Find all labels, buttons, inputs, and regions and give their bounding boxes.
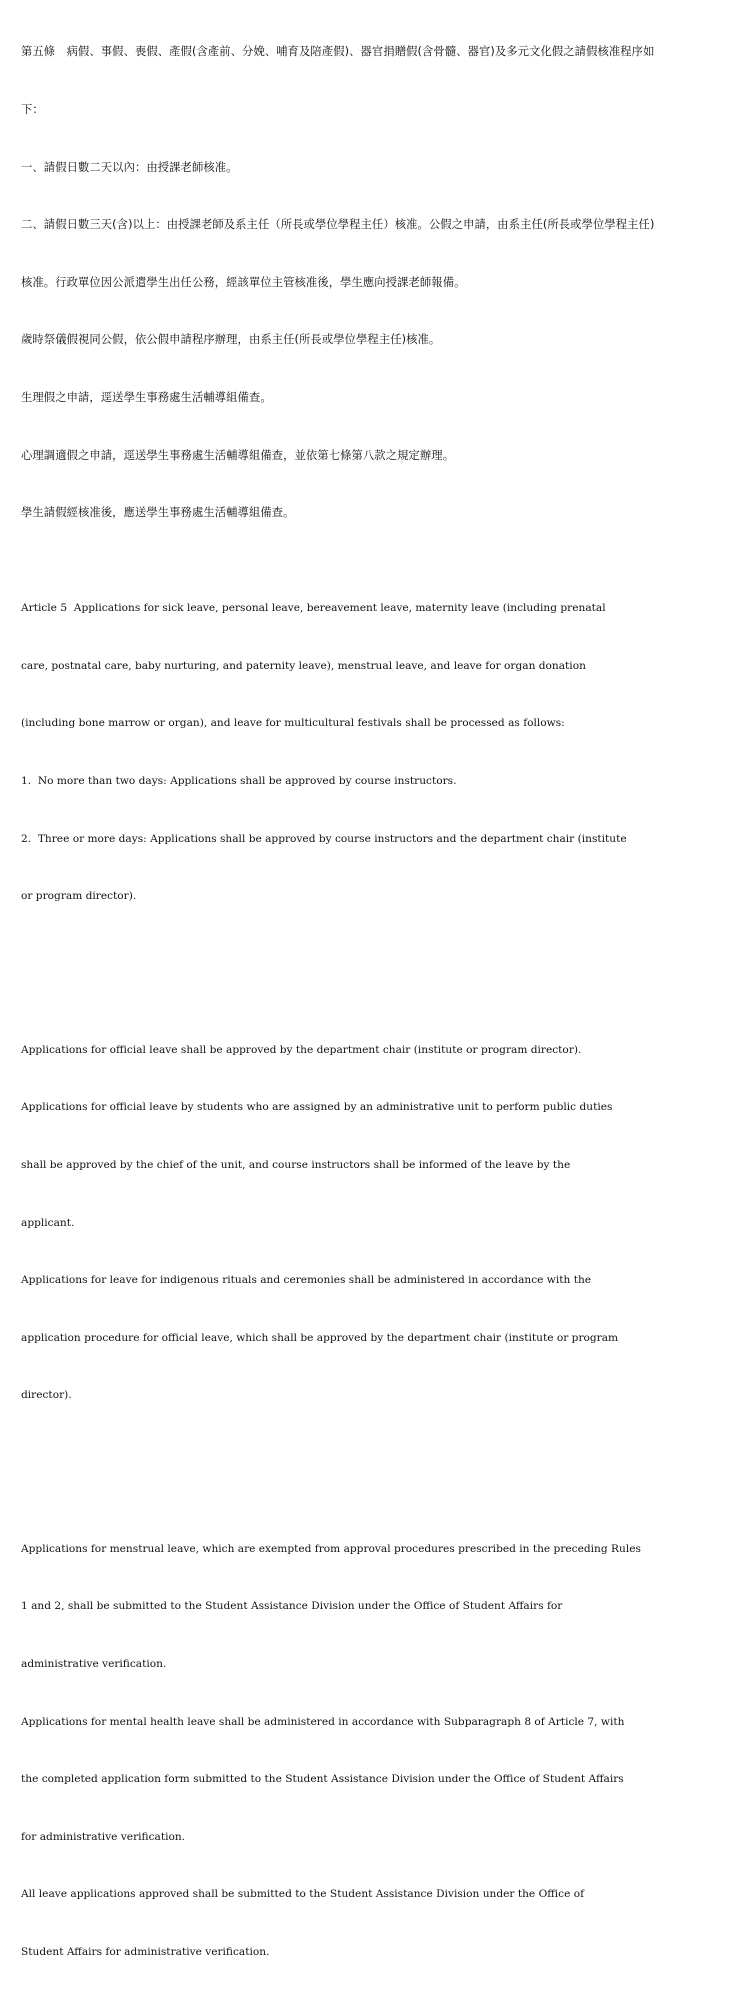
en-line: or program director).	[21, 890, 137, 903]
zh-line-heading-continued: 下：	[21, 103, 44, 116]
zh-line-approved-leave: 學生請假經核准後，應送學生事務處生活輔導組備查。	[21, 506, 295, 520]
english-article-text	[21, 561, 721, 2001]
en-line-official-leave: Applications for official leave shall be approved by the department chair (institute or program director).	[21, 1043, 582, 1056]
en-line-rule-1: 1. No more than two days: Applications shall be approved by course instructors.	[21, 774, 457, 787]
paragraph-gap	[21, 964, 721, 983]
chinese-article-text	[21, 4, 721, 561]
en-line-indigenous-rituals: Applications for leave for indigenous rituals and ceremonies shall be administered in accordance with the	[21, 1274, 592, 1287]
en-line: (including bone marrow or organ), and leave for multicultural festivals shall be processed as follows:	[21, 717, 565, 730]
document-body	[21, 4, 721, 2001]
paragraph-gap	[21, 1463, 721, 1482]
zh-line-rule-2-continued: 核准。行政單位因公派遣學生出任公務，經該單位主管核准後，學生應向授課老師報備。	[21, 275, 466, 289]
zh-line-article-heading: 第五條 病假、事假、喪假、產假(含產前、分娩、哺育及陪產假)、器官捐贈假(含骨髓、器官)及多元文化假之請假核准程序如	[21, 45, 655, 59]
en-line: application procedure for official leave, which shall be approved by the department chair (institute or program	[21, 1331, 619, 1344]
en-line: the completed application form submitted to the Student Assistance Division under the Office of Student Affairs	[21, 1773, 624, 1786]
en-line: care, postnatal care, baby nurturing, and paternity leave), menstrual leave, and leave for organ donation	[21, 659, 586, 672]
en-line: 1 and 2, shall be submitted to the Student Assistance Division under the Office of Student Affairs for	[21, 1600, 563, 1613]
en-line: applicant.	[21, 1216, 75, 1229]
zh-line-mental-health-leave: 心理調適假之申請，逕送學生事務處生活輔導組備查，並依第七條第八款之規定辦理。	[21, 448, 455, 462]
zh-line-rule-2: 二、請假日數三天(含)以上：由授課老師及系主任（所長或學位學程主任）核准。公假之申請，由系主任(所長或學位學程主任)	[21, 218, 655, 232]
zh-line-rule-1: 一、請假日數二天以內：由授課老師核准。	[21, 160, 238, 174]
en-line-rule-2: 2. Three or more days: Applications shall be approved by course instructors and the department chair (institute	[21, 832, 627, 845]
en-line: Student Affairs for administrative verification.	[21, 1946, 270, 1959]
en-line-mental-health-leave: Applications for mental health leave shall be administered in accordance with Subparagraph 8 of Article 7, with	[21, 1715, 625, 1728]
en-line: administrative verification.	[21, 1658, 167, 1671]
zh-line-menstrual-leave: 生理假之申請，逕送學生事務處生活輔導組備查。	[21, 390, 272, 404]
en-line-menstrual-leave: Applications for menstrual leave, which are exempted from approval procedures prescribed in the preceding Rules	[21, 1542, 641, 1555]
en-line: for administrative verification.	[21, 1830, 186, 1843]
en-line: shall be approved by the chief of the unit, and course instructors shall be informed of the leave by the	[21, 1158, 571, 1171]
zh-line-festival-leave: 歲時祭儀假視同公假，依公假申請程序辦理，由系主任(所長或學位學程主任)核准。	[21, 333, 441, 347]
en-line: Applications for official leave by students who are assigned by an administrative unit to perform public duties	[21, 1101, 613, 1114]
en-line-article-heading: Article 5 Applications for sick leave, personal leave, bereavement leave, maternity leave (including prenatal	[21, 602, 606, 615]
en-line-all-leave: All leave applications approved shall be submitted to the Student Assistance Division under the Office of	[21, 1888, 585, 1901]
en-line: director).	[21, 1389, 72, 1402]
